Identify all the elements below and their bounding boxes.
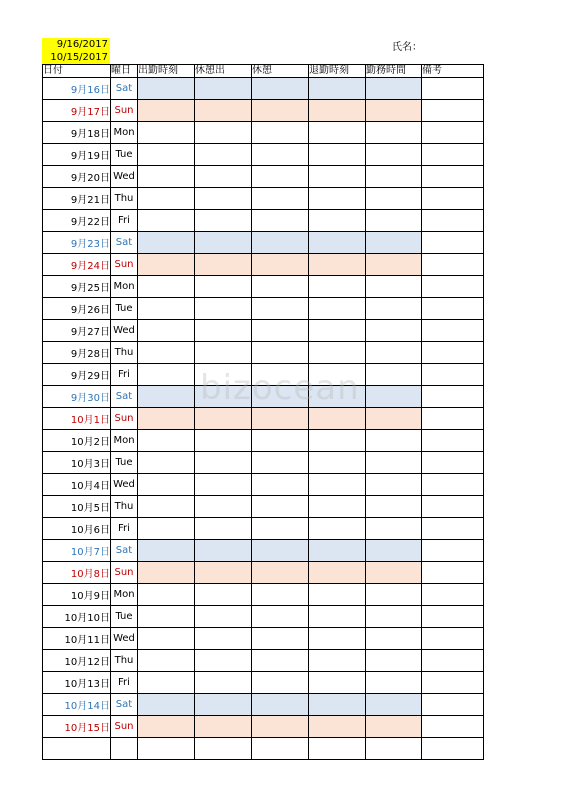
break-out-cell[interactable] [195,584,252,606]
date-cell: 9月17日 [43,100,111,122]
clock-out-cell[interactable] [309,342,366,364]
empty-cell[interactable] [422,738,484,760]
table-row [43,386,484,408]
work-hours-cell[interactable] [366,606,422,628]
start-date: 9/16/2017 [56,39,108,50]
break-cell[interactable] [252,188,309,210]
date-cell: 9月28日 [43,342,111,364]
break-cell[interactable] [252,628,309,650]
clock-out-cell[interactable] [309,650,366,672]
work-hours-cell[interactable] [366,166,422,188]
break-out-cell[interactable] [195,430,252,452]
notes-cell[interactable] [422,562,484,584]
clock-in-cell[interactable] [138,254,195,276]
break-out-cell[interactable] [195,188,252,210]
break-cell[interactable] [252,518,309,540]
break-out-cell[interactable] [195,298,252,320]
table-row [43,298,484,320]
break-out-cell[interactable] [195,254,252,276]
dow-cell: Mon [111,430,138,452]
empty-row [43,738,484,760]
clock-in-cell[interactable] [138,122,195,144]
notes-cell[interactable] [422,474,484,496]
clock-in-cell[interactable] [138,650,195,672]
clock-in-cell[interactable] [138,474,195,496]
break-out-cell[interactable] [195,166,252,188]
dow-cell: Sat [111,78,138,100]
date-cell: 10月8日 [43,562,111,584]
clock-in-cell[interactable] [138,584,195,606]
empty-cell[interactable] [138,738,195,760]
clock-out-cell[interactable] [309,474,366,496]
break-cell[interactable] [252,408,309,430]
table-row [43,694,484,716]
notes-cell[interactable] [422,540,484,562]
clock-out-cell[interactable] [309,716,366,738]
clock-in-cell[interactable] [138,518,195,540]
clock-out-cell[interactable] [309,628,366,650]
clock-out-cell[interactable] [309,540,366,562]
date-cell: 9月25日 [43,276,111,298]
dow-cell: Fri [111,364,138,386]
table-row [43,606,484,628]
table-row [43,650,484,672]
table-row [43,584,484,606]
break-out-cell[interactable] [195,100,252,122]
date-cell: 9月22日 [43,210,111,232]
table-row [43,122,484,144]
col-header-work-hours: 勤務時間 [366,65,422,78]
work-hours-cell[interactable] [366,496,422,518]
table-row [43,408,484,430]
clock-out-cell[interactable] [309,100,366,122]
date-cell: 10月6日 [43,518,111,540]
work-hours-cell[interactable] [366,430,422,452]
empty-cell[interactable] [43,738,111,760]
work-hours-cell[interactable] [366,122,422,144]
clock-out-cell[interactable] [309,496,366,518]
empty-cell[interactable] [366,738,422,760]
work-hours-cell[interactable] [366,562,422,584]
clock-out-cell[interactable] [309,430,366,452]
break-cell[interactable] [252,562,309,584]
work-hours-cell[interactable] [366,232,422,254]
table-row [43,276,484,298]
work-hours-cell[interactable] [366,254,422,276]
notes-cell[interactable] [422,276,484,298]
break-cell[interactable] [252,210,309,232]
date-cell: 9月30日 [43,386,111,408]
work-hours-cell[interactable] [366,298,422,320]
table-row [43,562,484,584]
notes-cell[interactable] [422,100,484,122]
work-hours-cell[interactable] [366,144,422,166]
clock-out-cell[interactable] [309,386,366,408]
table-row [43,320,484,342]
break-cell[interactable] [252,254,309,276]
notes-cell[interactable] [422,188,484,210]
notes-cell[interactable] [422,584,484,606]
dow-cell: Sun [111,254,138,276]
notes-cell[interactable] [422,518,484,540]
work-hours-cell[interactable] [366,540,422,562]
dow-cell: Fri [111,672,138,694]
date-cell: 10月9日 [43,584,111,606]
clock-out-cell[interactable] [309,518,366,540]
col-header-break-out: 休憩出 [195,65,252,78]
work-hours-cell[interactable] [366,584,422,606]
work-hours-cell[interactable] [366,650,422,672]
break-cell[interactable] [252,320,309,342]
notes-cell[interactable] [422,650,484,672]
break-out-cell[interactable] [195,276,252,298]
table-row [43,78,484,100]
work-hours-cell[interactable] [366,364,422,386]
break-out-cell[interactable] [195,144,252,166]
table-row [43,540,484,562]
date-cell: 9月24日 [43,254,111,276]
dow-cell: Sun [111,716,138,738]
break-cell[interactable] [252,694,309,716]
dow-cell: Fri [111,210,138,232]
break-out-cell[interactable] [195,716,252,738]
break-cell[interactable] [252,100,309,122]
clock-in-cell[interactable] [138,276,195,298]
clock-out-cell[interactable] [309,166,366,188]
notes-cell[interactable] [422,364,484,386]
date-cell: 9月27日 [43,320,111,342]
clock-out-cell[interactable] [309,562,366,584]
break-out-cell[interactable] [195,408,252,430]
date-cell: 9月16日 [43,78,111,100]
work-hours-cell[interactable] [366,672,422,694]
dow-cell: Wed [111,320,138,342]
table-row [43,166,484,188]
table-row [43,232,484,254]
date-cell: 10月2日 [43,430,111,452]
date-cell: 9月29日 [43,364,111,386]
notes-cell[interactable] [422,166,484,188]
dow-cell: Sat [111,232,138,254]
clock-out-cell[interactable] [309,298,366,320]
break-cell[interactable] [252,430,309,452]
dow-cell: Tue [111,298,138,320]
dow-cell: Mon [111,122,138,144]
clock-in-cell[interactable] [138,386,195,408]
empty-cell[interactable] [309,738,366,760]
notes-cell[interactable] [422,386,484,408]
break-out-cell[interactable] [195,496,252,518]
notes-cell[interactable] [422,210,484,232]
work-hours-cell[interactable] [366,100,422,122]
clock-out-cell[interactable] [309,254,366,276]
work-hours-cell[interactable] [366,518,422,540]
break-out-cell[interactable] [195,320,252,342]
clock-in-cell[interactable] [138,694,195,716]
break-cell[interactable] [252,452,309,474]
break-cell[interactable] [252,298,309,320]
clock-in-cell[interactable] [138,452,195,474]
date-cell: 10月10日 [43,606,111,628]
clock-out-cell[interactable] [309,584,366,606]
work-hours-cell[interactable] [366,342,422,364]
end-date: 10/15/2017 [50,52,108,63]
notes-cell[interactable] [422,694,484,716]
notes-cell[interactable] [422,606,484,628]
name-label: 氏名： [392,42,422,53]
clock-out-cell[interactable] [309,694,366,716]
table-row [43,364,484,386]
empty-cell[interactable] [195,738,252,760]
clock-in-cell[interactable] [138,210,195,232]
clock-out-cell[interactable] [309,144,366,166]
col-header-clock-out: 退勤時刻 [309,65,366,78]
clock-in-cell[interactable] [138,166,195,188]
date-cell: 9月18日 [43,122,111,144]
notes-cell[interactable] [422,496,484,518]
dow-cell: Tue [111,452,138,474]
col-header-notes: 備考 [422,65,484,78]
table-row [43,628,484,650]
work-hours-cell[interactable] [366,452,422,474]
work-hours-cell[interactable] [366,210,422,232]
empty-cell[interactable] [111,738,138,760]
clock-in-cell[interactable] [138,716,195,738]
clock-out-cell[interactable] [309,672,366,694]
dow-cell: Sun [111,562,138,584]
dow-cell: Wed [111,166,138,188]
clock-in-cell[interactable] [138,232,195,254]
notes-cell[interactable] [422,298,484,320]
date-cell: 9月20日 [43,166,111,188]
dow-cell: Sun [111,408,138,430]
break-out-cell[interactable] [195,606,252,628]
table-row [43,144,484,166]
clock-in-cell[interactable] [138,342,195,364]
table-row [43,342,484,364]
notes-cell[interactable] [422,232,484,254]
notes-cell[interactable] [422,320,484,342]
date-cell: 10月13日 [43,672,111,694]
table-row [43,496,484,518]
work-hours-cell[interactable] [366,320,422,342]
clock-in-cell[interactable] [138,562,195,584]
dow-cell: Thu [111,650,138,672]
work-hours-cell[interactable] [366,474,422,496]
timesheet-table [42,64,484,760]
date-cell: 10月5日 [43,496,111,518]
break-cell[interactable] [252,122,309,144]
clock-in-cell[interactable] [138,496,195,518]
dow-cell: Thu [111,342,138,364]
date-cell: 10月1日 [43,408,111,430]
break-cell[interactable] [252,144,309,166]
table-row [43,210,484,232]
notes-cell[interactable] [422,408,484,430]
table-row [43,716,484,738]
work-hours-cell[interactable] [366,276,422,298]
notes-cell[interactable] [422,78,484,100]
table-row [43,188,484,210]
date-cell: 10月14日 [43,694,111,716]
dow-cell: Sat [111,694,138,716]
clock-in-cell[interactable] [138,364,195,386]
clock-out-cell[interactable] [309,606,366,628]
date-range [42,38,110,64]
break-out-cell[interactable] [195,386,252,408]
dow-cell: Fri [111,518,138,540]
date-cell: 9月19日 [43,144,111,166]
clock-out-cell[interactable] [309,408,366,430]
dow-cell: Sat [111,540,138,562]
clock-in-cell[interactable] [138,540,195,562]
date-cell: 9月26日 [43,298,111,320]
break-out-cell[interactable] [195,518,252,540]
clock-out-cell[interactable] [309,78,366,100]
work-hours-cell[interactable] [366,694,422,716]
clock-in-cell[interactable] [138,100,195,122]
break-cell[interactable] [252,584,309,606]
break-cell[interactable] [252,386,309,408]
break-cell[interactable] [252,672,309,694]
clock-out-cell[interactable] [309,188,366,210]
clock-in-cell[interactable] [138,606,195,628]
notes-cell[interactable] [422,430,484,452]
break-cell[interactable] [252,650,309,672]
dow-cell: Mon [111,584,138,606]
break-out-cell[interactable] [195,232,252,254]
notes-cell[interactable] [422,254,484,276]
clock-in-cell[interactable] [138,408,195,430]
work-hours-cell[interactable] [366,386,422,408]
break-cell[interactable] [252,78,309,100]
break-cell[interactable] [252,716,309,738]
break-out-cell[interactable] [195,452,252,474]
clock-in-cell[interactable] [138,78,195,100]
break-cell[interactable] [252,540,309,562]
table-row [43,254,484,276]
clock-in-cell[interactable] [138,188,195,210]
break-out-cell[interactable] [195,540,252,562]
break-out-cell[interactable] [195,562,252,584]
date-cell: 9月21日 [43,188,111,210]
dow-cell: Sat [111,386,138,408]
col-header-clock-in: 出勤時刻 [138,65,195,78]
table-row [43,430,484,452]
notes-cell[interactable] [422,672,484,694]
dow-cell: Tue [111,144,138,166]
dow-cell: Sun [111,100,138,122]
notes-cell[interactable] [422,452,484,474]
table-row [43,672,484,694]
notes-cell[interactable] [422,342,484,364]
break-cell[interactable] [252,342,309,364]
break-out-cell[interactable] [195,628,252,650]
dow-cell: Thu [111,188,138,210]
clock-out-cell[interactable] [309,122,366,144]
date-cell: 9月23日 [43,232,111,254]
notes-cell[interactable] [422,144,484,166]
dow-cell: Wed [111,474,138,496]
col-header-date: 日付 [43,65,111,78]
date-cell: 10月11日 [43,628,111,650]
break-out-cell[interactable] [195,210,252,232]
date-cell: 10月4日 [43,474,111,496]
break-out-cell[interactable] [195,122,252,144]
header-row [43,65,484,78]
work-hours-cell[interactable] [366,628,422,650]
break-out-cell[interactable] [195,342,252,364]
break-out-cell[interactable] [195,474,252,496]
col-header-dow: 曜日 [111,65,138,78]
date-cell: 10月15日 [43,716,111,738]
clock-out-cell[interactable] [309,320,366,342]
notes-cell[interactable] [422,716,484,738]
work-hours-cell[interactable] [366,716,422,738]
break-cell[interactable] [252,496,309,518]
table-row [43,100,484,122]
break-out-cell[interactable] [195,78,252,100]
clock-out-cell[interactable] [309,232,366,254]
clock-in-cell[interactable] [138,298,195,320]
clock-in-cell[interactable] [138,320,195,342]
watermark: bizocean [200,368,360,408]
break-out-cell[interactable] [195,694,252,716]
empty-cell[interactable] [252,738,309,760]
date-cell: 10月12日 [43,650,111,672]
break-out-cell[interactable] [195,364,252,386]
break-cell[interactable] [252,276,309,298]
dow-cell: Thu [111,496,138,518]
dow-cell: Mon [111,276,138,298]
dow-cell: Wed [111,628,138,650]
clock-out-cell[interactable] [309,452,366,474]
table-row [43,452,484,474]
table-row [43,474,484,496]
break-cell[interactable] [252,232,309,254]
break-cell[interactable] [252,474,309,496]
table-row [43,518,484,540]
work-hours-cell[interactable] [366,408,422,430]
break-cell[interactable] [252,364,309,386]
clock-out-cell[interactable] [309,276,366,298]
notes-cell[interactable] [422,628,484,650]
break-out-cell[interactable] [195,650,252,672]
work-hours-cell[interactable] [366,78,422,100]
clock-in-cell[interactable] [138,430,195,452]
clock-in-cell[interactable] [138,628,195,650]
date-cell: 10月3日 [43,452,111,474]
break-cell[interactable] [252,166,309,188]
col-header-break: 休憩 [252,65,309,78]
clock-out-cell[interactable] [309,364,366,386]
clock-in-cell[interactable] [138,144,195,166]
break-out-cell[interactable] [195,672,252,694]
work-hours-cell[interactable] [366,188,422,210]
clock-in-cell[interactable] [138,672,195,694]
dow-cell: Tue [111,606,138,628]
clock-out-cell[interactable] [309,210,366,232]
notes-cell[interactable] [422,122,484,144]
break-cell[interactable] [252,606,309,628]
date-cell: 10月7日 [43,540,111,562]
